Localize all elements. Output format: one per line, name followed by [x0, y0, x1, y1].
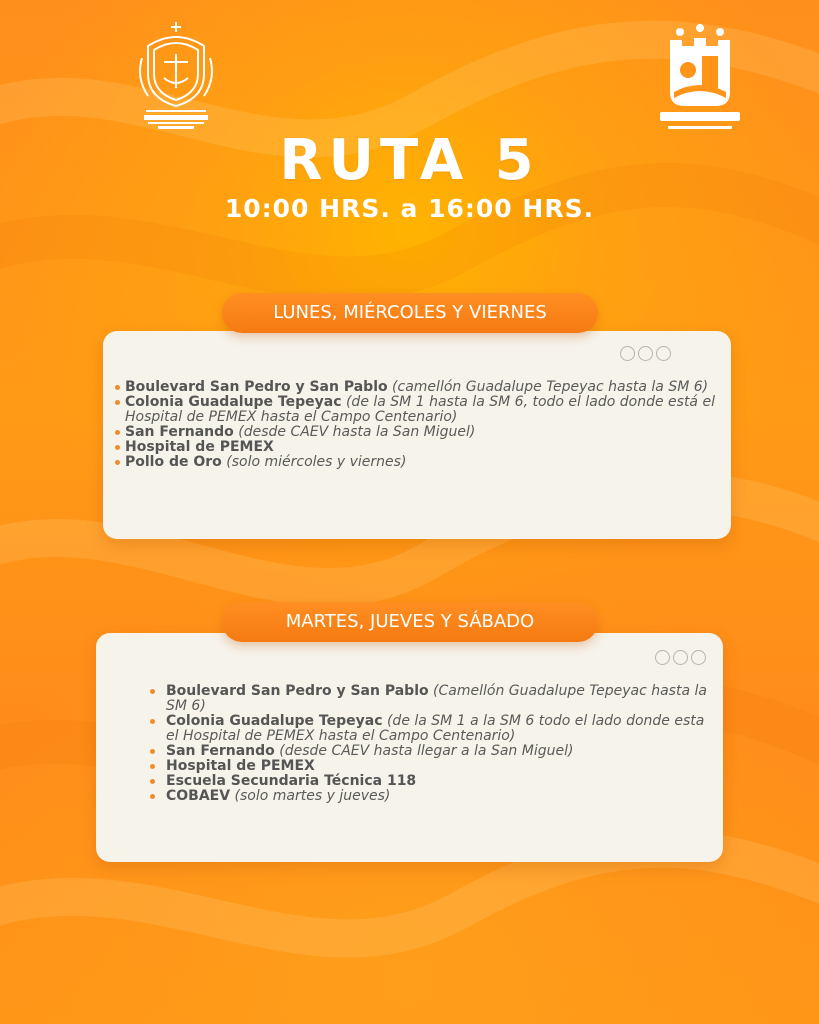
- bullet-icon: [150, 794, 155, 799]
- bullet-icon: [150, 719, 155, 724]
- circle-icon: [691, 650, 706, 665]
- route-place: Escuela Secundaria Técnica 118: [166, 773, 417, 789]
- route-place: COBAEV: [166, 788, 231, 804]
- route-detail: (desde CAEV hasta la San Miguel): [233, 424, 476, 440]
- route-place: Boulevard San Pedro y San Pablo: [125, 379, 388, 395]
- bullet-icon: [115, 445, 120, 450]
- bullet-icon: [115, 430, 120, 435]
- route-card-martes-jueves-sabado: [96, 633, 723, 862]
- route-card-lunes-miercoles-viernes: [103, 331, 731, 539]
- bullet-icon: [115, 400, 120, 405]
- route-place: Colonia Guadalupe Tepeyac: [125, 394, 342, 410]
- list-item: [115, 395, 725, 425]
- bullet-icon: [115, 385, 120, 390]
- route-place: Pollo de Oro: [125, 454, 222, 470]
- list-item: [150, 789, 710, 804]
- list-item: [150, 744, 710, 759]
- route-place: Hospital de PEMEX: [125, 439, 274, 455]
- route-place: Boulevard San Pedro y San Pablo: [166, 683, 429, 699]
- route-detail: (de la SM 1 a la SM 6 todo el lado donde esta el Hospital de PEMEX hasta el Campo Centenario): [166, 713, 705, 744]
- bullet-icon: [150, 689, 155, 694]
- bullet-icon: [115, 460, 120, 465]
- bullet-icon: [150, 764, 155, 769]
- municipal-seal-logo: [134, 18, 218, 130]
- route-detail: (Camellón Guadalupe Tepeyac hasta la SM 6): [166, 683, 707, 714]
- page-title: RUTA 5: [279, 128, 540, 193]
- route-detail: (camellón Guadalupe Tepeyac hasta la SM 6): [387, 379, 709, 395]
- window-dots: [620, 346, 671, 361]
- circle-icon: [656, 346, 671, 361]
- bullet-icon: [150, 779, 155, 784]
- nanchital-logo: [652, 22, 748, 134]
- list-item: [150, 684, 710, 714]
- window-dots: [655, 650, 706, 665]
- circle-icon: [620, 346, 635, 361]
- route-place: San Fernando: [166, 743, 275, 759]
- list-item: [150, 774, 710, 789]
- list-item: [115, 425, 725, 440]
- route-place: Hospital de PEMEX: [166, 758, 315, 774]
- route-list: [150, 684, 710, 804]
- list-item: [115, 440, 725, 455]
- route-detail: (solo miércoles y viernes): [221, 454, 407, 470]
- route-list: [115, 380, 725, 470]
- route-place: San Fernando: [125, 424, 234, 440]
- route-detail: (solo martes y jueves): [230, 788, 391, 804]
- list-item: [115, 455, 725, 470]
- circle-icon: [673, 650, 688, 665]
- bullet-icon: [150, 749, 155, 754]
- days-badge-lunes-miercoles-viernes: LUNES, MIÉRCOLES Y VIERNES: [222, 293, 598, 333]
- days-badge-martes-jueves-sabado: MARTES, JUEVES Y SÁBADO: [222, 602, 598, 642]
- route-detail: (desde CAEV hasta llegar a la San Miguel): [274, 743, 574, 759]
- circle-icon: [655, 650, 670, 665]
- list-item: [115, 380, 725, 395]
- list-item: [150, 714, 710, 744]
- schedule-hours: 10:00 HRS. a 16:00 HRS.: [224, 194, 595, 223]
- circle-icon: [638, 346, 653, 361]
- route-detail: (de la SM 1 hasta la SM 6, todo el lado donde está el Hospital de PEMEX hasta el Campo Centenario): [125, 394, 715, 425]
- list-item: [150, 759, 710, 774]
- route-place: Colonia Guadalupe Tepeyac: [166, 713, 383, 729]
